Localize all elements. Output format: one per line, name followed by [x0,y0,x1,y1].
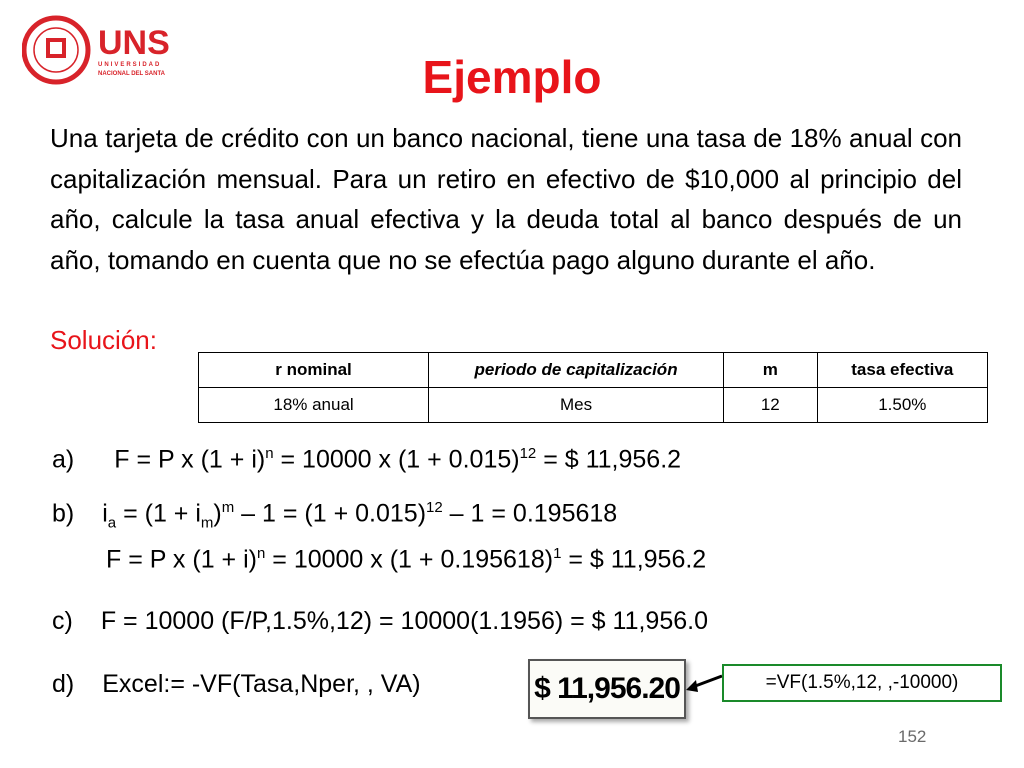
excel-formula-box: =VF(1.5%,12, ,-10000) [722,664,1002,702]
eq-exponent: m [221,499,235,516]
eq-text: ) [213,499,222,528]
equation-c [52,607,708,636]
eq-text: – 1 = 0.195618 [442,499,618,528]
eq-exponent: n [256,545,266,562]
table-header: periodo de capitalización [429,353,724,388]
table-header: m [724,353,818,388]
eq-text: Excel:= -VF(Tasa,Nper, , VA) [102,670,421,698]
excel-result-box: $ 11,956.20 [528,659,686,719]
problem-statement: Una tarjeta de crédito con un banco nacional, tiene una tasa de 18% anual con capitalización mensual. Para un retiro en efectivo de $10,000 al principio del año, calcule la tasa anual efectiva y la deuda total al banco después de un año, tomando en cuenta que no se efectúa pago alguno durante el año. [50,123,962,275]
eq-text: F = P x (1 + i) [106,545,257,574]
table-header: tasa efectiva [817,353,987,388]
rates-table [198,352,988,423]
equation-label: b) [52,499,75,528]
logo-line2: NACIONAL DEL SANTA [98,71,166,77]
table-row [199,388,988,423]
eq-text: = $ 11,956.2 [561,545,707,574]
arrow-left-icon [684,666,724,696]
eq-subscript: a [107,514,117,532]
table-cell: 18% anual [199,388,429,423]
equation-a [52,445,681,474]
eq-text: F = 10000 (F/P,1.5%,12) = 10000(1.1956) = $ 11,956.0 [100,607,708,635]
equation-d [52,670,421,699]
eq-text: – 1 = (1 + 0.015) [234,499,427,528]
equation-label: a) [52,445,75,474]
table-header-row [199,353,988,388]
eq-text: F = P x (1 + i) [114,445,266,474]
slide-title: Ejemplo [422,51,602,103]
table-cell: Mes [429,388,724,423]
logo-line1: UNIVERSIDAD [98,62,162,68]
eq-exponent: 1 [553,545,562,562]
eq-text: = 10000 x (1 + 0.015) [273,445,520,474]
eq-exponent: 12 [426,499,443,516]
eq-exponent: 12 [519,445,537,462]
solution-label: Solución: [50,325,157,355]
logo-abbr: UNS [98,24,170,62]
table-cell: 1.50% [817,388,987,423]
page-number: 152 [898,727,927,746]
eq-text: = $ 11,956.2 [536,445,682,474]
table-cell: 12 [724,388,818,423]
equation-b2 [106,545,706,574]
table-header: r nominal [199,353,429,388]
eq-subscript: m [200,514,214,532]
equation-label: c) [52,607,73,635]
equation-b [52,499,617,531]
eq-text: = 10000 x (1 + 0.195618) [265,545,554,574]
equation-label: d) [52,670,75,698]
eq-text: = (1 + i [116,499,201,528]
eq-text: i [102,499,108,528]
eq-exponent: n [265,445,274,462]
